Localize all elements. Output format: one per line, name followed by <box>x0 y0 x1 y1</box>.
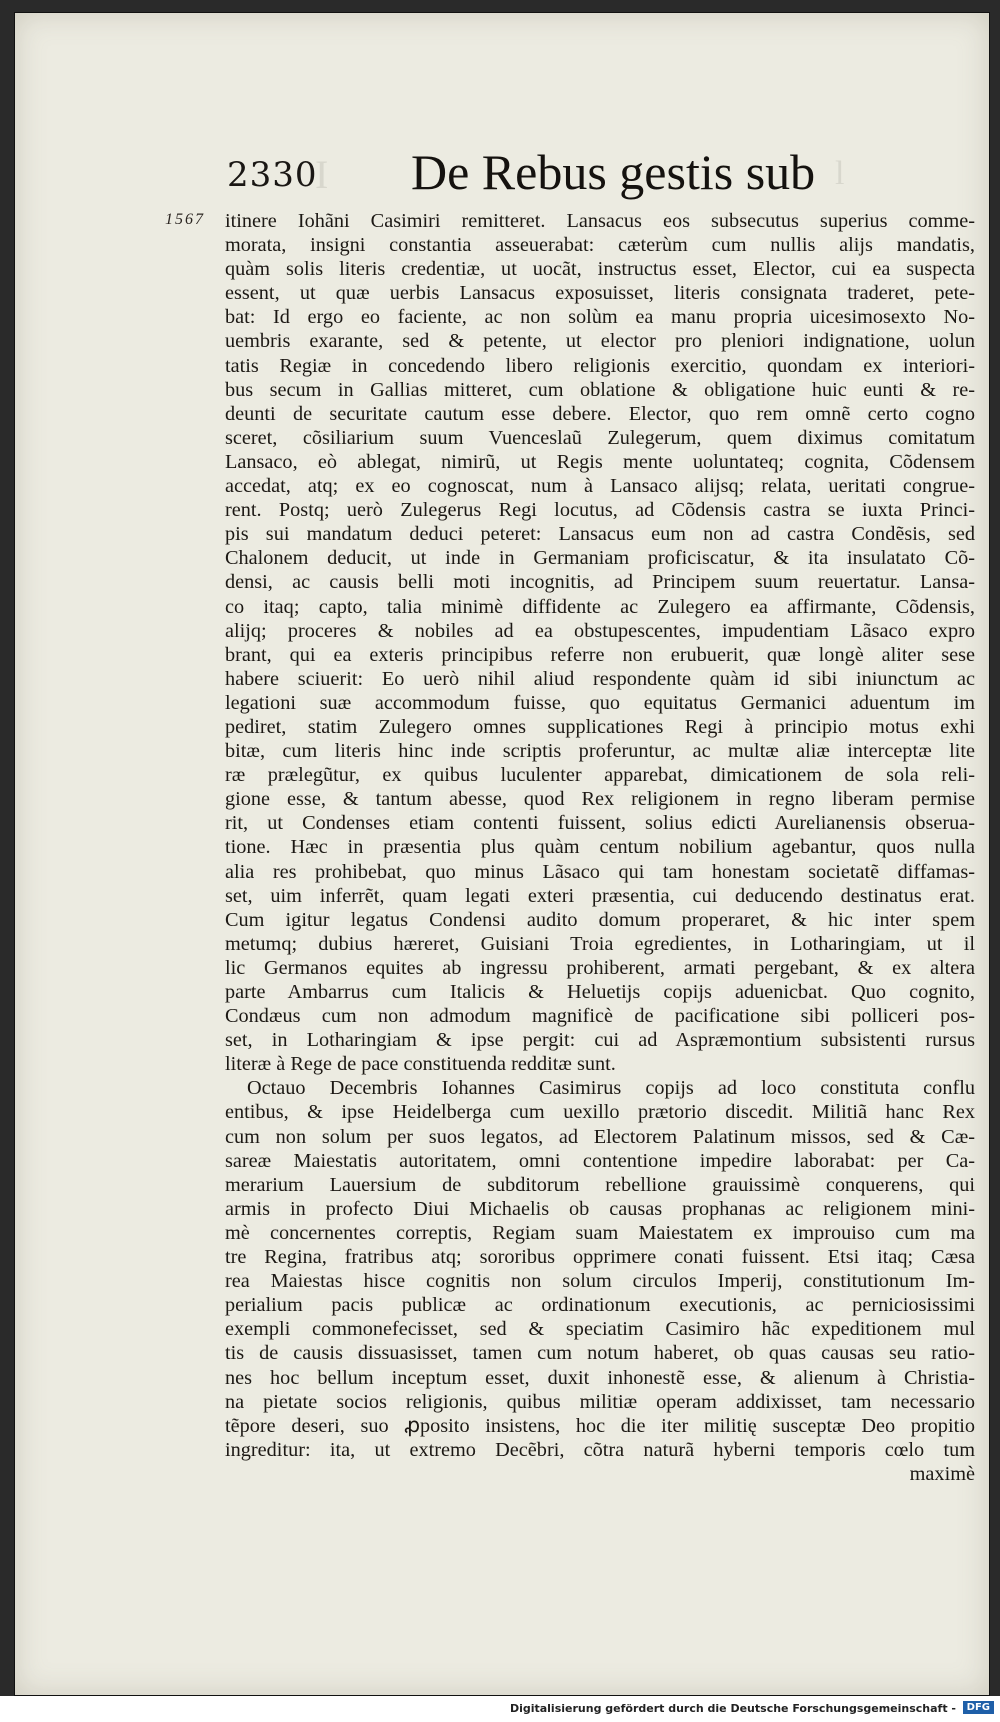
text-line: tis de causis dissuasisset, tamen cum notum haberet, ob quas causas seu ratio- <box>225 1342 975 1365</box>
text-line: cum non solum per suos legatos, ad Electorem Palatinum missos, sed & Cæ- <box>225 1125 975 1148</box>
text-line: na pietate socios religionis, quibus militiæ operam addixisset, tam necessario <box>225 1390 975 1413</box>
text-line: Octauo Decembris Iohannes Casimirus copijs ad loco constituta conflu <box>247 1077 975 1100</box>
text-line: merarium Lauersium de subditorum rebellione grauissimè conquerens, qui <box>225 1173 975 1196</box>
text-line: metumq; dubius hæreret, Guisiani Troia egredientes, in Lotharingiam, ut il <box>225 932 975 955</box>
text-line: bitæ, cum literis hinc inde scriptis proferuntur, ac multæ aliæ interceptæ lite <box>225 740 975 763</box>
marginal-year: 1567 <box>165 211 205 228</box>
bleed-through-mark: I <box>315 152 329 197</box>
text-line: lic Germanos equites ab ingressu prohiberent, armati pergebant, & ex altera <box>225 956 975 979</box>
page-header <box>15 143 989 203</box>
text-line: pediret, statim Zulegero omnes supplicationes Regi à principio motus exhi <box>225 715 975 738</box>
text-line: rit, ut Condenses etiam contenti fuissent, solius edicti Aurelianensis obserua- <box>225 812 975 835</box>
text-line: deunti de securitate cautum esse debere. Elector, quo rem omnẽ certo cogno <box>225 402 975 425</box>
text-line: sareæ Maiestatis autoritatem, omni contentione impedire laborabat: per Ca- <box>225 1149 975 1172</box>
text-line: densi, ac causis belli moti incognitis, ad Principem suum reuertatur. Lansa- <box>225 571 975 594</box>
text-line: alijq; proceres & nobiles ad ea obstupescentes, impudentiam Lãsaco expro <box>225 619 975 642</box>
text-line: quàm solis literis credentiæ, ut uocãt, instructus esset, Elector, cui ea suspecta <box>225 258 975 281</box>
text-line: Lansaco, eò ablegat, nimirũ, ut Regis mente uoluntateq; cognita, Cõdensem <box>225 450 975 473</box>
text-line: bat: Id ergo eo faciente, ac non solùm ea manu propria uicesimosexto No- <box>225 306 975 329</box>
text-line: brant, qui ea exteris principibus referre non erubuerit, quæ longè aliter sese <box>225 643 975 666</box>
text-line: ingreditur: ita, ut extremo Decẽbri, cõtra naturã hyberni temporis cœlo tum <box>225 1438 975 1461</box>
text-line: tẽpore deseri, suo ꝓposito insistens, hoc die iter militię susceptæ Deo propitio <box>225 1414 975 1437</box>
text-line: Cum igitur legatus Condensi audito domum properaret, & hic inter spem <box>225 908 975 931</box>
text-line: legationi suæ accommodum fuisse, quo equitatus Germanici aduentum im <box>225 691 975 714</box>
catchword: maximè <box>909 1462 975 1485</box>
text-line: exempli commonefecisset, sed & speciatim Casimiro hãc expeditionem mul <box>225 1318 975 1341</box>
text-line: perialium pacis publicæ ac ordinationum executionis, ac perniciosissimi <box>225 1294 975 1317</box>
text-line: tre Regina, fratribus atq; sororibus opprimere conati fuissent. Etsi itaq; Cæsa <box>225 1246 975 1269</box>
digitization-footer <box>0 1696 1000 1722</box>
text-line: armis in profecto Diui Michaelis ob causas prophanas ac religionem mini- <box>225 1197 975 1220</box>
text-line: mè concernentes correptis, Regiam suam Maiestatem ex improuiso cum ma <box>225 1221 975 1244</box>
text-line: morata, insigni constantia asseuerabat: cæterùm cum nullis alijs mandatis, <box>225 234 975 257</box>
text-line: gione esse, & tantum abesse, quod Rex religionem in regno liberam permise <box>225 788 975 811</box>
text-line: set, uim inferrẽt, quam legati exteri præsentia, cui deducendo destinatus erat. <box>225 884 975 907</box>
text-line: Chalonem deducit, ut inde in Germaniam proficiscatur, & ita insulatato Cõ- <box>225 547 975 570</box>
text-line: habere sciuerit: Eo uerò nihil aliud respondente quàm id sibi iniunctum ac <box>225 667 975 690</box>
text-line: Condæus cum non admodum magnificè de pacificatione sibi polliceri pos- <box>225 1005 975 1028</box>
text-line: alia res prohibebat, quo minus Lãsaco qui tam honestam societatẽ diffamas- <box>225 860 975 883</box>
text-line: entibus, & ipse Heidelberga cum uexillo prætorio discedit. Militiã hanc Rex <box>225 1101 975 1124</box>
text-line: tione. Hæc in præsentia plus quàm centum nobilium agebantur, quos nulla <box>225 836 975 859</box>
text-line: set, in Lotharingiam & ipse pergit: cui ad Aspræmontium subsistenti rursus <box>225 1029 975 1052</box>
text-line: rent. Postq; uerò Zulegerus Regi locutus, ad Cõdensis castra se iuxta Princi- <box>225 499 975 522</box>
text-line: literæ à Rege de pace constituenda redditæ sunt. <box>225 1053 616 1076</box>
text-line: co itaq; capto, talia minimè diffidente ac Zulegero ea affirmante, Cõdensis, <box>225 595 975 618</box>
text-line: bus secum in Gallias mitteret, cum oblatione & obligatione huic eunti & re- <box>225 378 975 401</box>
text-line: essent, ut quæ uerbis Lansacus exposuisset, literis consignata traderet, pete- <box>225 282 975 305</box>
text-line: itinere Iohãni Casimiri remitteret. Lansacus eos subsecutus superius comme- <box>225 210 975 232</box>
body-text <box>225 209 975 1486</box>
book-page <box>14 12 990 1696</box>
running-title: De Rebus gestis sub <box>411 144 816 200</box>
text-line: rea Maiestas hisce cognitis non solum circulos Imperij, constitutionum Im- <box>225 1270 975 1293</box>
text-line: accedat, atq; ex eo cognoscat, num à Lansaco alijsq; relata, ueritati congrue- <box>225 475 975 498</box>
text-line: tatis Regiæ in concedendo libero religionis exercitio, quondam ex interiori- <box>225 354 975 377</box>
dfg-logo: DFG <box>963 1701 994 1714</box>
funding-credit: Digitalisierung gefördert durch die Deutsche Forschungsgemeinschaft - <box>509 1702 956 1715</box>
text-line: parte Ambarrus cum Italicis & Heluetijs copijs aduenicbat. Quo cognito, <box>225 981 975 1003</box>
text-line: ræ prælegũtur, ex quibus luculenter apparebat, dimicationem de sola reli- <box>225 764 975 787</box>
text-line: pis sui mandatum deduci peteret: Lansacus eum non ad castra Condẽsis, sed <box>225 523 975 546</box>
bleed-through-mark: l <box>835 155 845 192</box>
text-line: sceret, cõsiliarium suum Vuenceslaũ Zulegerum, quem diximus comitatum <box>225 426 975 449</box>
page-number: 2330 <box>227 155 318 195</box>
text-line: nes hoc bellum inceptum esset, duxit inhonestẽ esse, & alienum à Christia- <box>225 1366 975 1389</box>
text-line: uembris exarante, sed & petente, ut elector pro pleniori indignatione, uolun <box>225 330 975 353</box>
